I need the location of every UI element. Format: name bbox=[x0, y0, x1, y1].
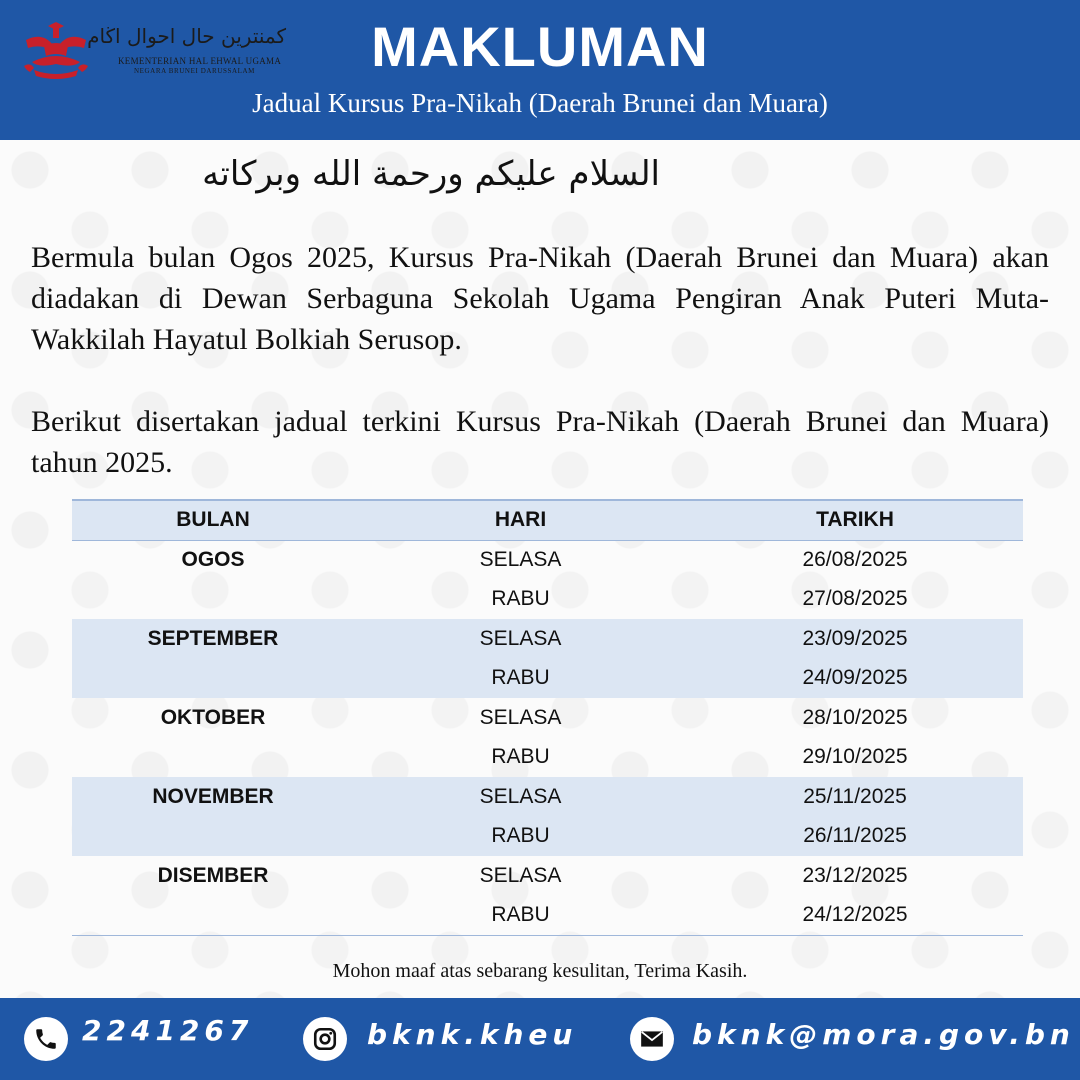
table-row bbox=[72, 817, 1023, 857]
cell-month: OKTOBER bbox=[160, 705, 266, 729]
greeting-calligraphy bbox=[202, 150, 660, 230]
cell-day: SELASA bbox=[479, 705, 562, 729]
schedule-table bbox=[72, 499, 1023, 936]
table-row bbox=[72, 540, 1023, 580]
cell-date: 26/11/2025 bbox=[687, 817, 1023, 857]
cell-day: SELASA bbox=[479, 548, 562, 571]
cell-month bbox=[72, 738, 354, 778]
table-row bbox=[72, 856, 1023, 896]
cell-month: DISEMBER bbox=[157, 863, 269, 887]
table-header-row bbox=[72, 500, 1023, 540]
intro-paragraph: Bermula bulan Ogos 2025, Kursus Pra-Nikah (Daerah Brunei dan Muara) akan diadakan di Dewan Serbaguna Sekolah Ugama Pengiran Anak Puteri Muta-Wakkilah Hayatul Bolkiah Serusop. bbox=[31, 241, 1049, 356]
footer-note: Mohon maaf atas sebarang kesulitan, Terima Kasih. bbox=[332, 960, 748, 982]
table-row bbox=[72, 619, 1023, 659]
phone-number: 2241267 bbox=[82, 1014, 254, 1047]
cell-date: 23/12/2025 bbox=[802, 863, 908, 887]
cell-month bbox=[72, 817, 354, 857]
table-row bbox=[72, 738, 1023, 778]
table-row bbox=[72, 777, 1023, 817]
cell-date: 28/10/2025 bbox=[802, 705, 908, 729]
cell-day: SELASA bbox=[354, 777, 687, 817]
table-row bbox=[72, 659, 1023, 699]
cell-date: 29/10/2025 bbox=[802, 745, 908, 769]
column-header-hari: HARI bbox=[354, 500, 687, 540]
column-header-bulan: BULAN bbox=[72, 500, 354, 540]
cell-day: RABU bbox=[354, 896, 687, 936]
country-name: NEGARA BRUNEI DARUSSALAM bbox=[134, 67, 255, 75]
phone-icon bbox=[24, 1017, 68, 1061]
cell-month bbox=[72, 580, 354, 620]
cell-month bbox=[72, 896, 354, 936]
table-row bbox=[72, 580, 1023, 620]
page-subtitle: Jadual Kursus Pra-Nikah (Daerah Brunei dan Muara) bbox=[252, 88, 828, 118]
email-address: bknk@mora.gov.bn bbox=[692, 1018, 1075, 1051]
cell-day: RABU bbox=[491, 745, 550, 769]
instagram-handle: bknk.kheu bbox=[367, 1018, 578, 1051]
ministry-logo-jawi: كمنترين حال احوال اڬام bbox=[87, 24, 286, 48]
mail-icon bbox=[630, 1017, 674, 1061]
cell-date: 26/08/2025 bbox=[802, 548, 908, 571]
cell-day: SELASA bbox=[479, 863, 562, 887]
cell-month: OGOS bbox=[181, 548, 245, 571]
cell-day: RABU bbox=[354, 817, 687, 857]
cell-date: 23/09/2025 bbox=[687, 619, 1023, 659]
contact-bar bbox=[0, 998, 1080, 1080]
cell-date: 27/08/2025 bbox=[802, 587, 908, 611]
greeting-text: السلام عليكم ورحمة الله وبركاته bbox=[202, 154, 660, 194]
cell-day: SELASA bbox=[354, 619, 687, 659]
schedule-paragraph: Berikut disertakan jadual terkini Kursus Pra-Nikah (Daerah Brunei dan Muara) tahun 2025. bbox=[31, 405, 1049, 479]
cell-month: NOVEMBER bbox=[72, 777, 354, 817]
cell-day: RABU bbox=[491, 587, 550, 611]
column-header-tarikh: TARIKH bbox=[687, 500, 1023, 540]
ministry-name: KEMENTERIAN HAL EHWAL UGAMA bbox=[118, 56, 282, 66]
instagram-icon bbox=[303, 1017, 347, 1061]
cell-month: SEPTEMBER bbox=[72, 619, 354, 659]
cell-date: 24/12/2025 bbox=[687, 896, 1023, 936]
cell-date: 24/09/2025 bbox=[687, 659, 1023, 699]
table-row bbox=[72, 896, 1023, 936]
cell-day: RABU bbox=[354, 659, 687, 699]
page-title: MAKLUMAN bbox=[371, 15, 709, 78]
cell-date: 25/11/2025 bbox=[687, 777, 1023, 817]
header-banner bbox=[0, 0, 1080, 140]
cell-month bbox=[72, 659, 354, 699]
table-row bbox=[72, 698, 1023, 738]
